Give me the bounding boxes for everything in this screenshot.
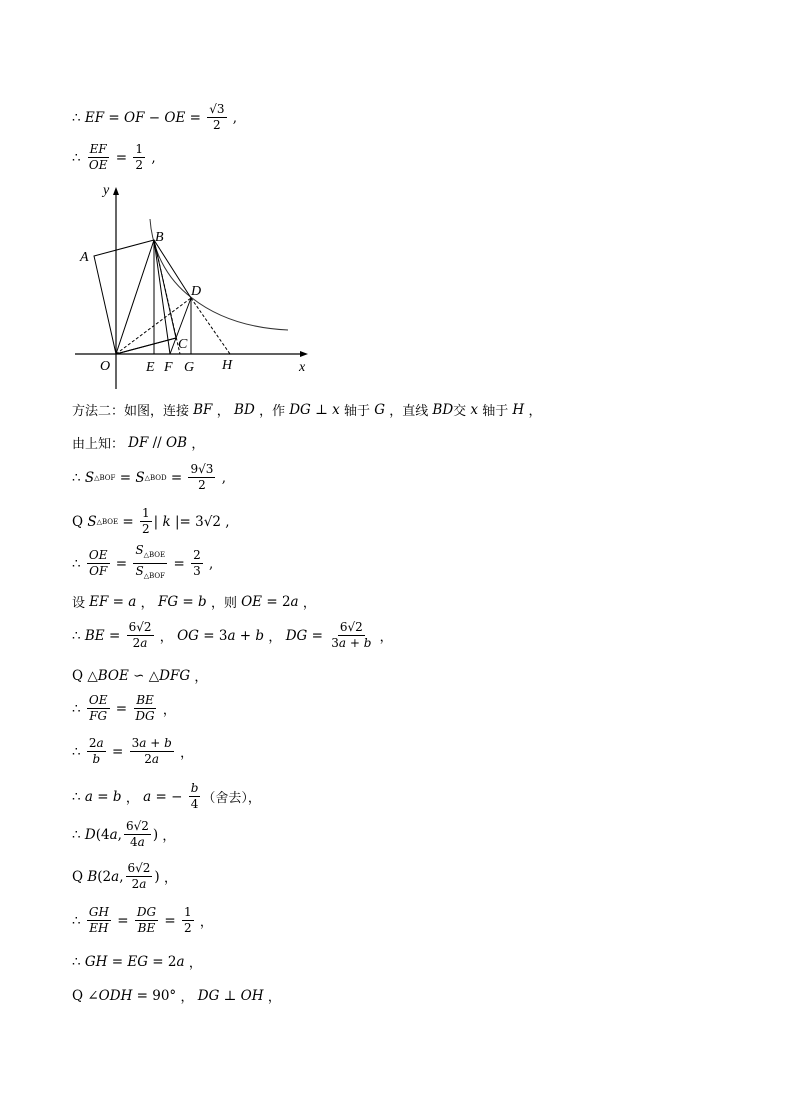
line-df-parallel-ob: 由上知： DF // OB ，: [72, 434, 205, 452]
label-e: E: [146, 360, 155, 375]
line-ef-over-oe: ∴ $\frac{EF}{OE}$ = $\frac{1}{2}$ ,: [72, 142, 156, 172]
line-a-equals-b: ∴ a = b ， a = − $\frac{b}{4}$ （舍去），: [72, 781, 261, 811]
line-angle-odh: Q ∠ ODH = 90° ， DG ⊥ OH ，: [72, 987, 281, 1005]
segment-bf: [154, 240, 170, 354]
label-b: B: [155, 230, 164, 245]
label-a: A: [80, 250, 89, 265]
line-area-boe: Q S △BOE = $\frac{1}{2}$ | k |= 3√2 ,: [72, 506, 230, 536]
line-point-b: Q B (2 a , $\frac{6√2}{2a}$ ) ，: [72, 861, 177, 891]
label-f: F: [164, 360, 173, 375]
line-oe-over-of: ∴ $\frac{OE}{OF}$ = $\frac{S_{\triangle BOE}}{S_{\triangle BOF}}$ = $\frac{2}{3}$ ,: [72, 543, 214, 580]
segment-oc: [116, 338, 176, 354]
line-let-ef: 设 EF = a ， FG = b ，则 OE = 2 a ，: [72, 593, 316, 611]
line-ef-equals: ∴ EF = OF − OE = $\frac{√3}{2}$ ,: [72, 102, 238, 132]
label-x: x: [299, 360, 306, 375]
segment-ob: [116, 240, 154, 354]
y-axis-arrow: [113, 187, 119, 195]
label-h: H: [222, 358, 233, 373]
label-g: G: [184, 360, 195, 375]
dashed-dh: [191, 298, 230, 354]
line-ratio-oe-fg: ∴ $\frac{OE}{FG}$ = $\frac{BE}{DG}$ ，: [72, 693, 176, 723]
line-gh-eg: ∴ GH = EG = 2 a ，: [72, 953, 202, 971]
label-c: C: [178, 337, 188, 352]
label-d: D: [191, 284, 202, 299]
coordinate-figure: [70, 183, 315, 393]
x-axis-arrow: [300, 351, 308, 357]
line-method-two: 方法二：如图，连接 BF ， BD ，作 DG ⊥ x 轴于 G ，直线 BD 交 x 轴于 H ，: [72, 401, 542, 419]
segment-bd: [154, 240, 191, 298]
line-gh-over-eh: ∴ $\frac{GH}{EH}$ = $\frac{DG}{BE}$ = $\frac{1}{2}$ ，: [72, 905, 213, 935]
line-be-og-dg: ∴ BE = $\frac{6√2}{2a}$ ， OG = 3 a + b ， DG = $\frac{6√2}{3a + b}$ ，: [72, 620, 393, 650]
line-similar-triangles: Q △ BOE ∽ △ DFG ，: [72, 667, 208, 685]
line-2a-over-b: ∴ $\frac{2a}{b}$ = $\frac{3a + b}{2a}$ ，: [72, 736, 194, 766]
label-o: O: [100, 359, 111, 374]
line-point-d: ∴ D (4 a , $\frac{6√2}{4a}$ ) ，: [72, 819, 176, 849]
line-area-equal: ∴ S △BOF = S △BOD = $\frac{9√3}{2}$ ,: [72, 462, 226, 492]
label-y: y: [103, 183, 110, 198]
